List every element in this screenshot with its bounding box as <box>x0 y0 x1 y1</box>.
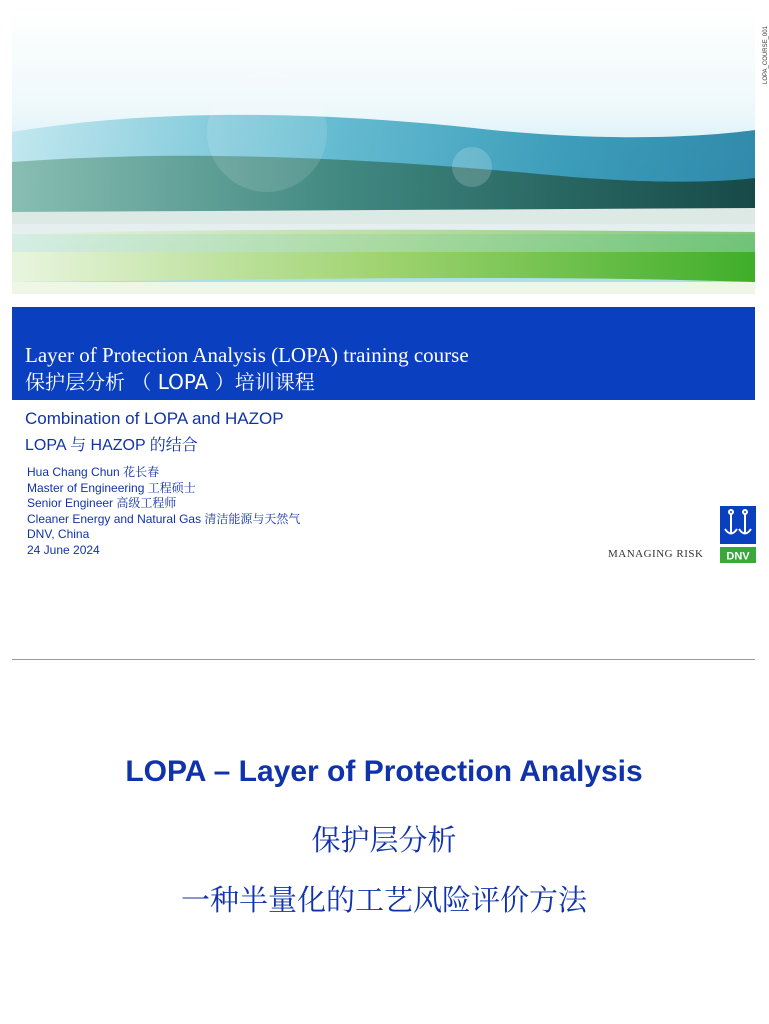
logo-text: DNV <box>726 550 750 563</box>
slide-code-text: LOPA_COURSE_001 <box>763 26 769 84</box>
second-slide-title-cn: 保护层分析 <box>311 823 457 857</box>
presenter-name: Hua Chang Chun 花长春 <box>27 465 160 479</box>
banner-image <box>12 12 755 294</box>
subtitle-en: Combination of LOPA and HAZOP <box>25 409 284 428</box>
presenter-degree: Master of Engineering 工程硕士 <box>27 480 196 495</box>
presenter-position: Senior Engineer 高级工程师 <box>27 496 177 510</box>
presenter-info <box>27 465 300 558</box>
second-slide-title-en: LOPA – Layer of Protection Analysis <box>125 755 643 788</box>
course-title-cn: 保护层分析 （ LOPA ）培训课程 <box>25 370 315 394</box>
presenter-department: Cleaner Energy and Natural Gas 清洁能源与天然气 <box>27 511 301 526</box>
slide-code <box>755 10 769 90</box>
course-title-en: Layer of Protection Analysis (LOPA) training course <box>25 343 469 367</box>
subtitle-cn: LOPA 与 HAZOP 的结合 <box>25 437 198 454</box>
managing-risk-tagline: MANAGING RISK <box>608 548 704 560</box>
presenter-date: 24 June 2024 <box>27 542 100 557</box>
second-slide-description-cn: 一种半量化的工艺风险评价方法 <box>180 883 587 917</box>
dnv-logo <box>720 506 756 564</box>
presenter-location: DNV, China <box>27 527 90 541</box>
slide-divider <box>12 659 755 660</box>
